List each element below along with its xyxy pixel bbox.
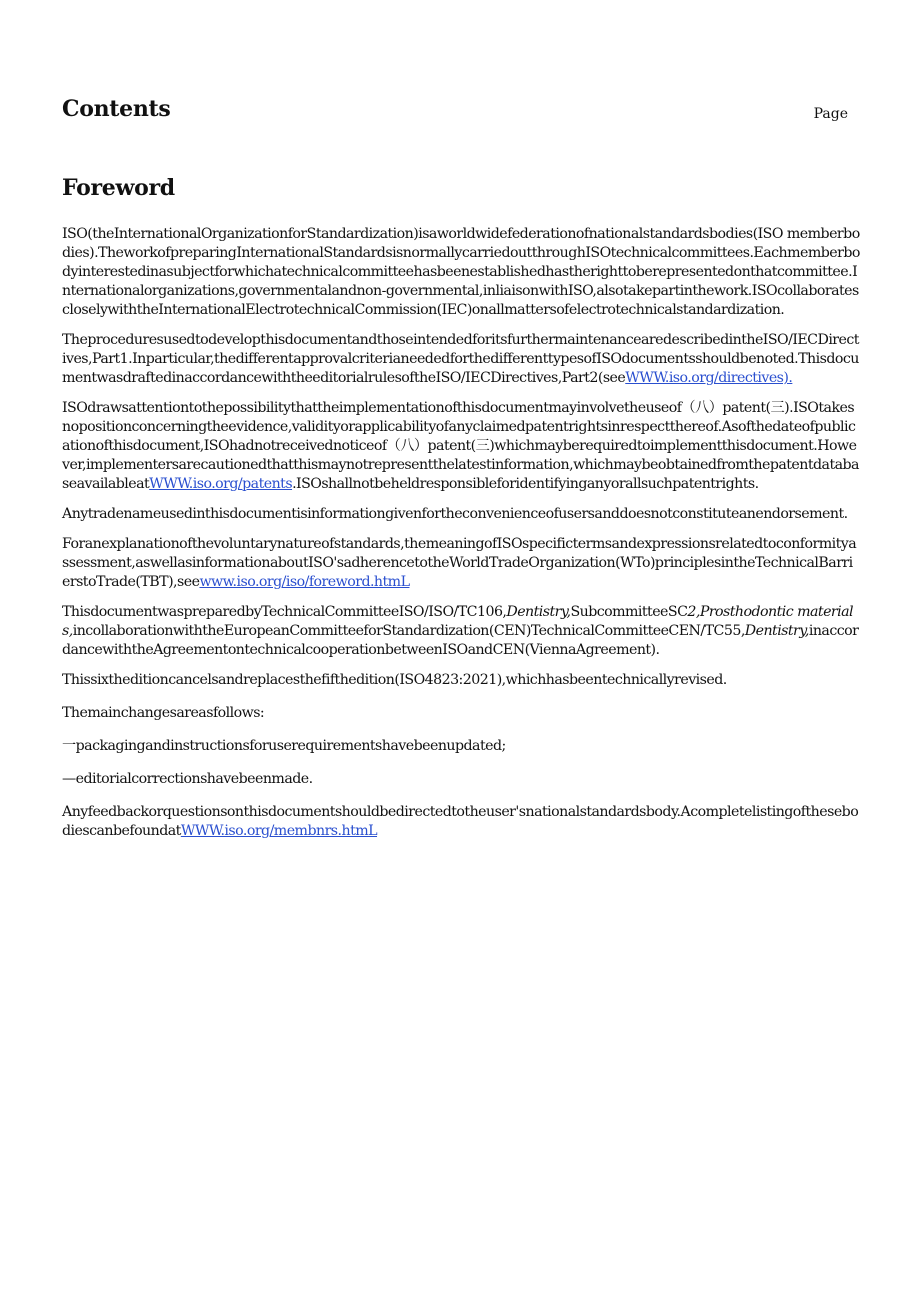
paragraph-iso-intro: ISO(theInternationalOrganizationforStandardization)isaworldwidefederationofnationalstandardsbodies(ISO memberbodies).TheworkofpreparingInternationalStandardsisnormallycarriedoutthroughISOtechnicalcommittees.Eachmemberbodyinterestedinasubjectforwhichatechnicalcommitteehasbeenestablishedhastherighttoberepresentedonthatcommittee.Internationalorganizations,governmentalandnon-governmental,inliaisonwithISO,alsotakepartinthework.ISOcollaboratescloselywiththeInternationalElectrotechnicalCommission(IEC)onallmattersofelectrotechnicalstandardization.: [62, 226, 860, 318]
paragraph-edition: Thissixtheditioncancelsandreplacesthefifthedition(ISO4823:2021),whichhasbeentechnicallyrevised.: [62, 672, 727, 688]
prepared-by-dentistry: Dentistry,: [506, 604, 571, 620]
prepared-by-text-g: inaccordancewiththeAgreementontechnicalcooperationbetweenISOandCEN(ViennaAgreement).: [62, 623, 859, 658]
paragraph-trade-name: Anytradenameusedinthisdocumentisinformationgivenfortheconvenienceofusersanddoesnotconstituteanendorsement.: [62, 506, 848, 522]
paragraph-procedures-text: TheproceduresusedtodevelopthisdocumentandthoseintendedforitsfurthermaintenancearedescribedintheISO/IECDirectives,Part1.Inparticular,thedifferentapprovalcriterianeededforthedifferenttypesofISOdocumentsshouldbenoted.ThisdocumentwasdraftedinaccordancewiththeeditorialrulesoftheISO/IECDirectives,Part2(see: [62, 332, 859, 386]
paragraph-prepared-by: [62, 603, 860, 660]
paragraph-voluntary-text: Foranexplanationofthevoluntarynatureofstandards,themeaningofISOspecifictermsandexpressionsrelatedtoconformityassessment,aswellasinformationaboutISO'sadherencetotheWorldTradeOrganization(WTo)principlesintheTechnicalBarrierstoTrade(TBT),see: [62, 536, 857, 590]
contents-header: [62, 96, 850, 130]
prepared-by-text-c: SubcommitteeSC: [570, 604, 688, 620]
change-item-packaging: 一packagingandinstructionsforuserequirementshavebeenupdated;: [62, 738, 506, 754]
contents-title: Contents: [62, 96, 171, 122]
prepared-by-text-a: ThisdocumentwaspreparedbyTechnicalCommitteeISO/ISO/TC106,: [62, 604, 507, 620]
foreword-link[interactable]: www.iso.org/iso/foreword.htmL: [199, 574, 410, 590]
paragraph-voluntary-nature: [62, 535, 860, 592]
paragraph-patents-text: ISOdrawsattentiontothepossibilitythattheimplementationofthisdocumentmayinvolvetheuseof（八）patent(三).ISOtakesnopositionconcerningtheevidence,validityorapplicabilityofanyclaimedpatentrightsinrespectthereof.Asofthedateofpublicationofthisdocument,ISOhadnotreceivednoticeof（八）patent(三)whichmayberequiredtoimplementthisdocument.However,implementersarecautionedthatthismaynotrepresentthelatestinformation,whichmaybeobtainedfromthepatentdatabaseavailableat: [62, 400, 859, 492]
foreword-title: Foreword: [62, 175, 175, 201]
paragraph-feedback: [62, 803, 860, 841]
paragraph-main-changes: Themainchangesareasfollows:: [62, 705, 265, 721]
prepared-by-subcommittee: 2,Prosthodontic materials,: [62, 604, 854, 639]
change-item-editorial: —editorialcorrectionshavebeenmade.: [62, 771, 313, 787]
paragraph-procedures: [62, 331, 860, 388]
paragraph-patents-tail: .ISOshallnotbeheldresponsibleforidentifyinganyorallsuchpatentrights.: [292, 476, 759, 492]
paragraph-feedback-text: Anyfeedbackorquestionsonthisdocumentshouldbedirectedtotheuser'snationalstandardsbody.Acompletelistingofthesebodiescanbefoundat: [62, 804, 859, 839]
prepared-by-dentistry-2: Dentistry,: [744, 623, 809, 639]
prepared-by-text-e: incollaborationwiththeEuropeanCommitteeforStandardization(CEN)TechnicalCommitteeCEN/TC55,: [72, 623, 745, 639]
members-link[interactable]: WWW.iso.org/membnrs.htmL: [180, 823, 378, 839]
paragraph-patents: [62, 399, 860, 494]
patents-link[interactable]: WWW.iso.org/patents: [149, 476, 293, 492]
foreword-body: [62, 225, 860, 852]
page-column-label: Page: [813, 106, 848, 122]
directives-link[interactable]: WWW.iso.org/directives).: [625, 370, 793, 386]
